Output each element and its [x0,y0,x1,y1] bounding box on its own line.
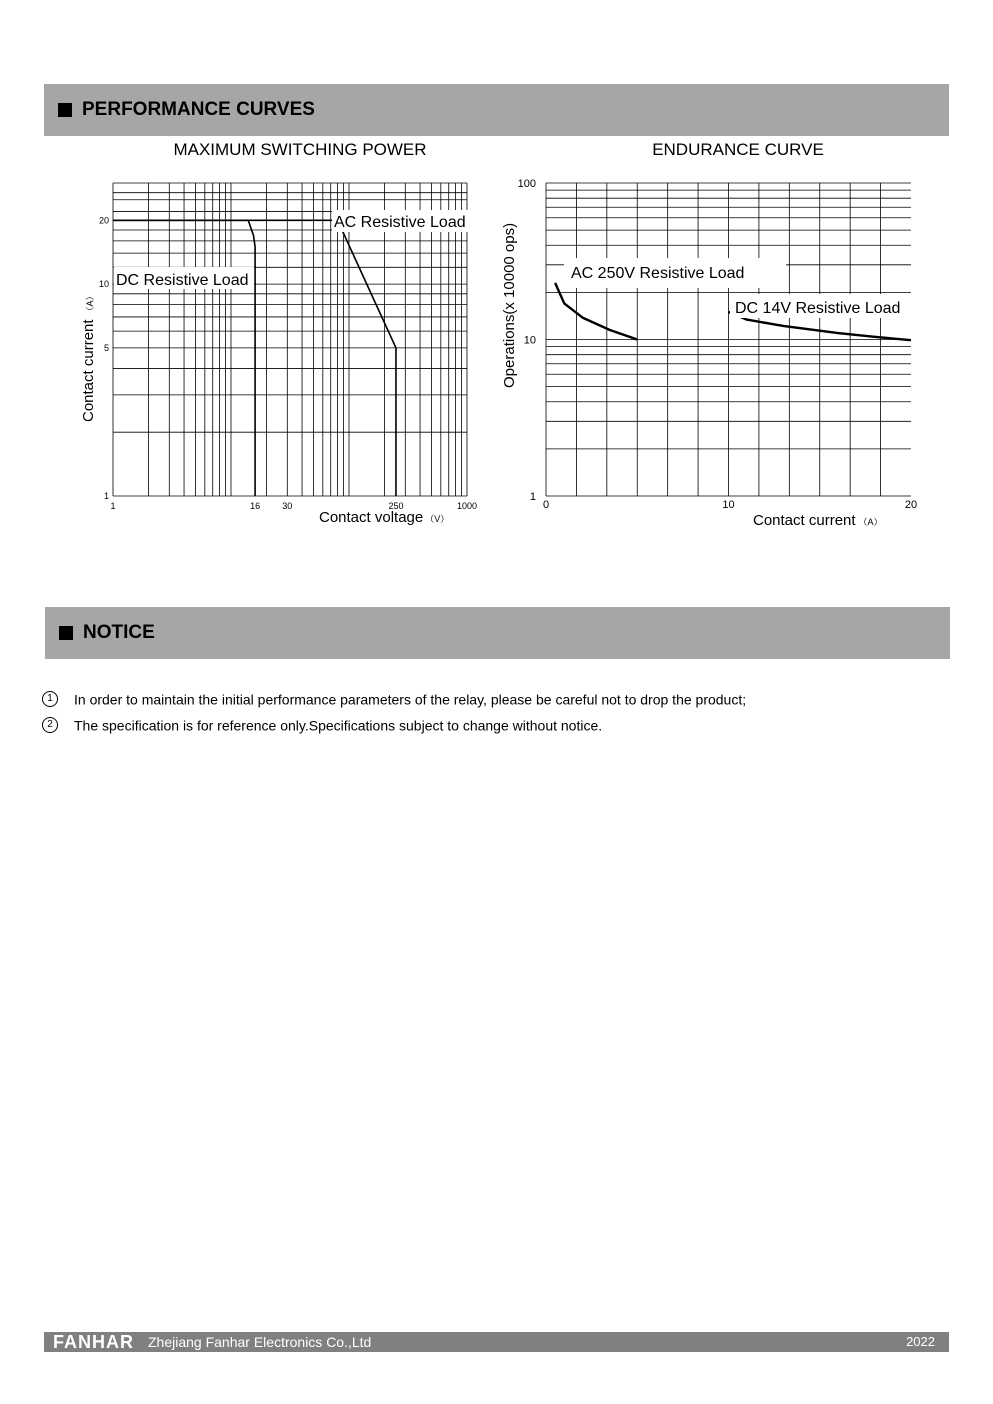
section-title: NOTICE [83,622,155,643]
notice-text: The specification is for reference only.Specifications subject to change without notice. [74,717,603,734]
notice-header [45,607,950,659]
y-tick-label: 10 [523,334,536,347]
circled-number: 2 [42,717,58,733]
section-title: PERFORMANCE CURVES [82,99,315,120]
notice-item [42,716,602,733]
grid [546,183,911,496]
x-tick-label: 1000 [456,501,478,511]
square-bullet-icon [59,626,73,640]
max-switching-power-chart [70,170,480,540]
series-label-ac-250v: AC 250V Resistive Load [571,265,745,282]
square-bullet-icon [58,103,72,117]
x-tick-label: 250 [388,501,404,511]
y-tick-label: 100 [517,178,536,190]
series-label-dc: DC Resistive Load [116,272,249,289]
x-axis-label: Contact current （A） [753,512,883,529]
y-tick-label: 10 [98,279,109,290]
footer-year: 2022 [906,1334,935,1349]
series-label-ac: AC Resistive Load [334,214,466,231]
x-tick-label: 20 [904,499,918,511]
chart-title-max-switching: MAXIMUM SWITCHING POWER [173,140,427,159]
x-tick-label: 10 [722,499,735,511]
endurance-curve-chart [490,170,930,540]
x-tick-label: 0 [542,499,550,511]
circled-number: 1 [42,691,58,707]
notice-item [42,690,746,707]
series-label-dc-14v: DC 14V Resistive Load [735,300,901,317]
y-tick-label: 5 [103,342,109,353]
footer-bar [44,1332,949,1352]
y-axis-label: Contact current（A） [80,291,97,422]
y-tick-label: 1 [103,491,109,501]
performance-curves-header [44,84,949,136]
series-line-ac-250v [555,283,637,340]
x-tick-label: 30 [282,501,293,511]
y-tick-label: 20 [98,215,109,226]
brand-logo: FANHAR [53,1332,134,1352]
y-axis-label: Operations(x 10000 ops) [501,222,518,388]
x-tick-label: 1 [110,501,116,511]
x-axis-label: Contact voltage （V） [319,509,450,526]
notice-text: In order to maintain the initial performance parameters of the relay, please be careful not to drop the product; [74,691,747,708]
company-name: Zhejiang Fanhar Electronics Co.,Ltd [148,1334,372,1350]
y-tick-label: 1 [529,491,536,503]
chart-title-endurance: ENDURANCE CURVE [652,140,824,159]
x-tick-label: 16 [250,501,261,511]
